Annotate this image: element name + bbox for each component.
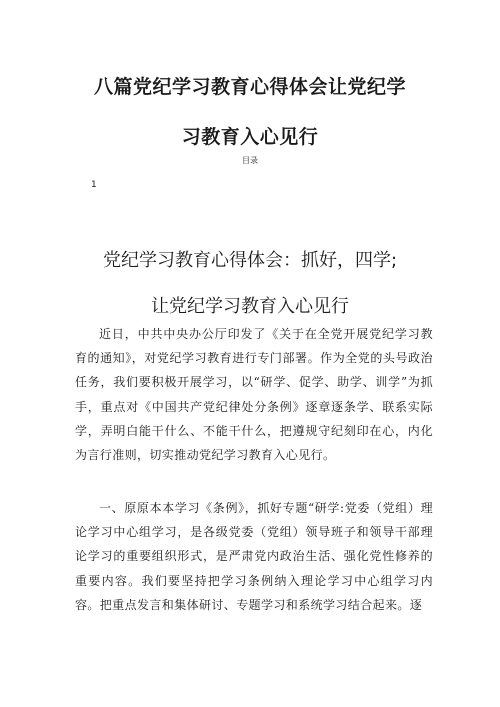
body-paragraph-section-1: 一、原原本本学习《条例》，抓好专题“研学:党委（党组）理论学习中心组学习，是各级党委（党组）领导班子和领导干部理论学习的重要组织形式，是严肃党内政治生活、强化党性修养的重要内容。我们要坚持把学习条例纳入理论学习中心组学习内容。把重点发言和集体研讨、专题学习和系统学习结合起来。逐 xyxy=(75,501,433,612)
article-title-line-2: 让党纪学习教育入心见行 xyxy=(151,296,349,317)
document-title-line-2: 习教育入心见行 xyxy=(181,126,319,148)
table-of-contents-label: 目录 xyxy=(242,156,258,165)
document-title-line-1: 八篇党纪学习教育心得体会让党纪学 xyxy=(93,76,406,98)
table-of-contents-entry-number: 1 xyxy=(91,180,97,190)
body-paragraph-intro: 近日，中共中央办公厅印发了《关于在全党开展党纪学习教育的通知》，对党纪学习教育进行专门部署。作为全党的头号政治任务，我们要积极开展学习，以“研学、促学、助学、训学”为抓手，重点对《中国共产党纪律处分条例》逐章逐条学、联系实际学，弄明白能干什么、不能干什么，把遵规守纪刻印在心，内化为言行准则，切实推动党纪学习教育入心见行。 xyxy=(75,327,433,463)
article-title-line-1: 党纪学习教育心得体会：抓好，四学; xyxy=(102,250,398,271)
